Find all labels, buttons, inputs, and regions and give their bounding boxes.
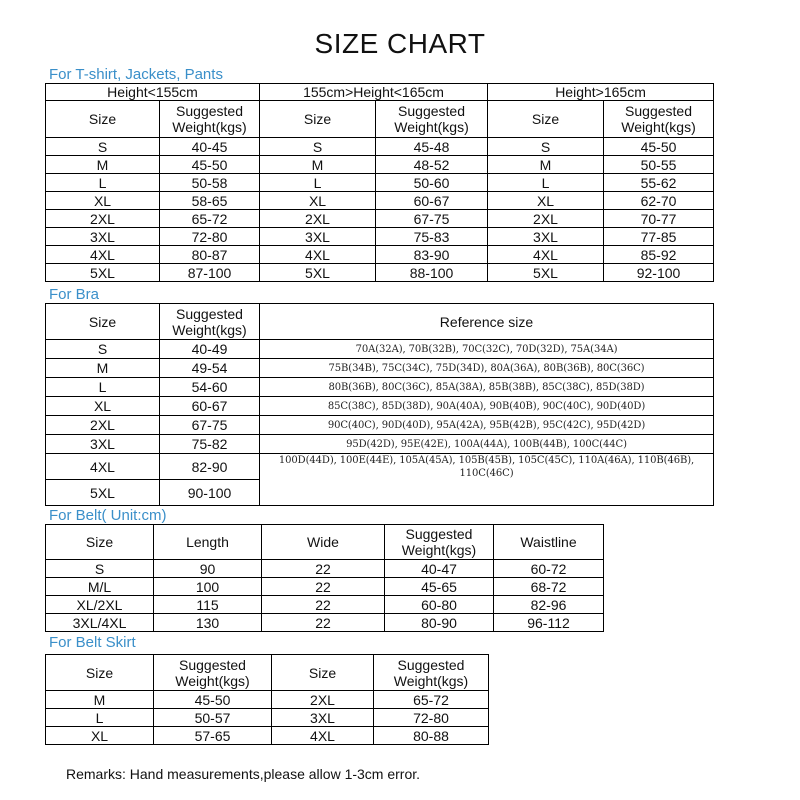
tshirt-group-header: Height<155cm (46, 84, 260, 101)
weight-cell: 75-83 (376, 228, 488, 246)
table-row (46, 454, 714, 480)
table-cell: XL (46, 727, 154, 745)
size-cell: 2XL (260, 210, 376, 228)
belt-section-label: For Belt( Unit:cm) (49, 507, 167, 524)
weight-cell: 87-100 (160, 264, 260, 282)
weight-cell: 50-58 (160, 174, 260, 192)
size-cell: 2XL (46, 210, 160, 228)
table-row (46, 416, 714, 435)
column-header-weight: Suggested Weight(kgs) (376, 101, 488, 138)
table-cell: 80-88 (374, 727, 489, 745)
weight-cell: 62-70 (604, 192, 714, 210)
size-cell: L (488, 174, 604, 192)
bra-section-label: For Bra (49, 286, 100, 303)
table-cell: 3XL/4XL (46, 614, 154, 632)
reference-size-cell: 100D(44D), 100E(44E), 105A(45A), 105B(45B), 105C(45C), 110A(46A), 110B(46B), 110C(46C) (260, 454, 714, 506)
table-cell: 82-96 (494, 596, 604, 614)
weight-cell: 67-75 (160, 416, 260, 435)
weight-cell: 48-52 (376, 156, 488, 174)
table-cell: 60-72 (494, 560, 604, 578)
weight-cell: 40-45 (160, 138, 260, 156)
reference-size-cell: 85C(38C), 85D(38D), 90A(40A), 90B(40B), 90C(40C), 90D(40D) (260, 397, 714, 416)
size-cell: L (46, 378, 160, 397)
table-row (46, 709, 489, 727)
table-row (46, 210, 714, 228)
table-cell: 90 (154, 560, 262, 578)
table-cell: 130 (154, 614, 262, 632)
reference-size-cell: 80B(36B), 80C(36C), 85A(38A), 85B(38B), 85C(38C), 85D(38D) (260, 378, 714, 397)
weight-cell: 60-67 (160, 397, 260, 416)
size-cell: 2XL (46, 416, 160, 435)
tshirt-size-table (45, 83, 714, 282)
weight-cell: 50-60 (376, 174, 488, 192)
column-header: Suggested Weight(kgs) (154, 655, 272, 691)
weight-cell: 90-100 (160, 480, 260, 506)
table-cell: 4XL (272, 727, 374, 745)
size-cell: 3XL (46, 228, 160, 246)
table-row (46, 435, 714, 454)
reference-size-cell: 75B(34B), 75C(34C), 75D(34D), 80A(36A), 80B(36B), 80C(36C) (260, 359, 714, 378)
table-row (46, 596, 604, 614)
table-cell: 22 (262, 614, 385, 632)
weight-cell: 70-77 (604, 210, 714, 228)
weight-cell: 65-72 (160, 210, 260, 228)
column-header: Suggested Weight(kgs) (374, 655, 489, 691)
column-header-weight: Suggested Weight(kgs) (160, 101, 260, 138)
table-cell: 72-80 (374, 709, 489, 727)
size-cell: M (46, 156, 160, 174)
weight-cell: 54-60 (160, 378, 260, 397)
column-header-size: Size (488, 101, 604, 138)
weight-cell: 45-48 (376, 138, 488, 156)
table-cell: L (46, 709, 154, 727)
tshirt-group-header: 155cm>Height<165cm (260, 84, 488, 101)
weight-cell: 75-82 (160, 435, 260, 454)
table-row (46, 138, 714, 156)
table-row (46, 156, 714, 174)
weight-cell: 45-50 (604, 138, 714, 156)
weight-cell: 40-49 (160, 340, 260, 359)
size-cell: 5XL (260, 264, 376, 282)
size-cell: M (46, 359, 160, 378)
weight-cell: 45-50 (160, 156, 260, 174)
belt-skirt-size-table (45, 654, 489, 745)
belt-size-table (45, 524, 604, 632)
table-cell: 57-65 (154, 727, 272, 745)
table-cell: M/L (46, 578, 154, 596)
table-row (46, 192, 714, 210)
size-cell: 5XL (46, 264, 160, 282)
size-cell: L (46, 174, 160, 192)
table-cell: S (46, 560, 154, 578)
size-cell: S (488, 138, 604, 156)
table-row (46, 614, 604, 632)
reference-size-cell: 95D(42D), 95E(42E), 100A(44A), 100B(44B), 100C(44C) (260, 435, 714, 454)
column-header: Size (272, 655, 374, 691)
table-row (46, 359, 714, 378)
size-cell: 5XL (46, 480, 160, 506)
size-cell: XL (46, 397, 160, 416)
size-cell: M (260, 156, 376, 174)
size-cell: 4XL (46, 246, 160, 264)
column-header: Length (154, 525, 262, 560)
column-header-size: Size (46, 304, 160, 340)
table-cell: 45-65 (385, 578, 494, 596)
weight-cell: 50-55 (604, 156, 714, 174)
belt-skirt-section-label: For Belt Skirt (49, 634, 136, 651)
table-cell: 68-72 (494, 578, 604, 596)
column-header-weight: Suggested Weight(kgs) (160, 304, 260, 340)
table-row (46, 378, 714, 397)
table-cell: XL/2XL (46, 596, 154, 614)
weight-cell: 83-90 (376, 246, 488, 264)
table-cell: 22 (262, 596, 385, 614)
column-header: Size (46, 655, 154, 691)
table-cell: 3XL (272, 709, 374, 727)
table-row (46, 727, 489, 745)
weight-cell: 88-100 (376, 264, 488, 282)
weight-cell: 58-65 (160, 192, 260, 210)
size-cell: 4XL (260, 246, 376, 264)
table-row (46, 397, 714, 416)
weight-cell: 80-87 (160, 246, 260, 264)
size-cell: XL (46, 192, 160, 210)
weight-cell: 60-67 (376, 192, 488, 210)
column-header: Wide (262, 525, 385, 560)
weight-cell: 72-80 (160, 228, 260, 246)
size-cell: 3XL (488, 228, 604, 246)
table-cell: M (46, 691, 154, 709)
size-cell: S (260, 138, 376, 156)
table-cell: 45-50 (154, 691, 272, 709)
table-row (46, 228, 714, 246)
weight-cell: 82-90 (160, 454, 260, 480)
bra-size-table (45, 303, 714, 506)
table-cell: 40-47 (385, 560, 494, 578)
weight-cell: 49-54 (160, 359, 260, 378)
size-cell: XL (260, 192, 376, 210)
column-header-weight: Suggested Weight(kgs) (604, 101, 714, 138)
size-cell: XL (488, 192, 604, 210)
table-row (46, 340, 714, 359)
size-cell: S (46, 340, 160, 359)
table-cell: 50-57 (154, 709, 272, 727)
table-row (46, 246, 714, 264)
table-cell: 96-112 (494, 614, 604, 632)
remarks-text: Remarks: Hand measurements,please allow 1-3cm error. (66, 766, 421, 782)
column-header-size: Size (46, 101, 160, 138)
column-header: Size (46, 525, 154, 560)
table-cell: 80-90 (385, 614, 494, 632)
table-cell: 100 (154, 578, 262, 596)
tshirt-section-label: For T-shirt, Jackets, Pants (49, 66, 223, 83)
column-header-reference-size: Reference size (260, 304, 714, 340)
column-header: Suggested Weight(kgs) (385, 525, 494, 560)
column-header-size: Size (260, 101, 376, 138)
table-cell: 115 (154, 596, 262, 614)
table-row (46, 560, 604, 578)
weight-cell: 77-85 (604, 228, 714, 246)
tshirt-group-header: Height>165cm (488, 84, 714, 101)
reference-size-cell: 90C(40C), 90D(40D), 95A(42A), 95B(42B), 95C(42C), 95D(42D) (260, 416, 714, 435)
size-cell: L (260, 174, 376, 192)
page-title: SIZE CHART (314, 28, 486, 59)
size-cell: 3XL (46, 435, 160, 454)
reference-size-cell: 70A(32A), 70B(32B), 70C(32C), 70D(32D), 75A(34A) (260, 340, 714, 359)
weight-cell: 92-100 (604, 264, 714, 282)
column-header: Waistline (494, 525, 604, 560)
weight-cell: 67-75 (376, 210, 488, 228)
table-cell: 65-72 (374, 691, 489, 709)
table-row (46, 578, 604, 596)
table-cell: 22 (262, 560, 385, 578)
size-cell: 4XL (488, 246, 604, 264)
table-row (46, 264, 714, 282)
size-cell: 2XL (488, 210, 604, 228)
table-cell: 2XL (272, 691, 374, 709)
size-cell: M (488, 156, 604, 174)
table-cell: 22 (262, 578, 385, 596)
size-cell: S (46, 138, 160, 156)
table-row (46, 174, 714, 192)
size-cell: 3XL (260, 228, 376, 246)
table-cell: 60-80 (385, 596, 494, 614)
weight-cell: 55-62 (604, 174, 714, 192)
weight-cell: 85-92 (604, 246, 714, 264)
table-row (46, 691, 489, 709)
size-cell: 5XL (488, 264, 604, 282)
size-cell: 4XL (46, 454, 160, 480)
